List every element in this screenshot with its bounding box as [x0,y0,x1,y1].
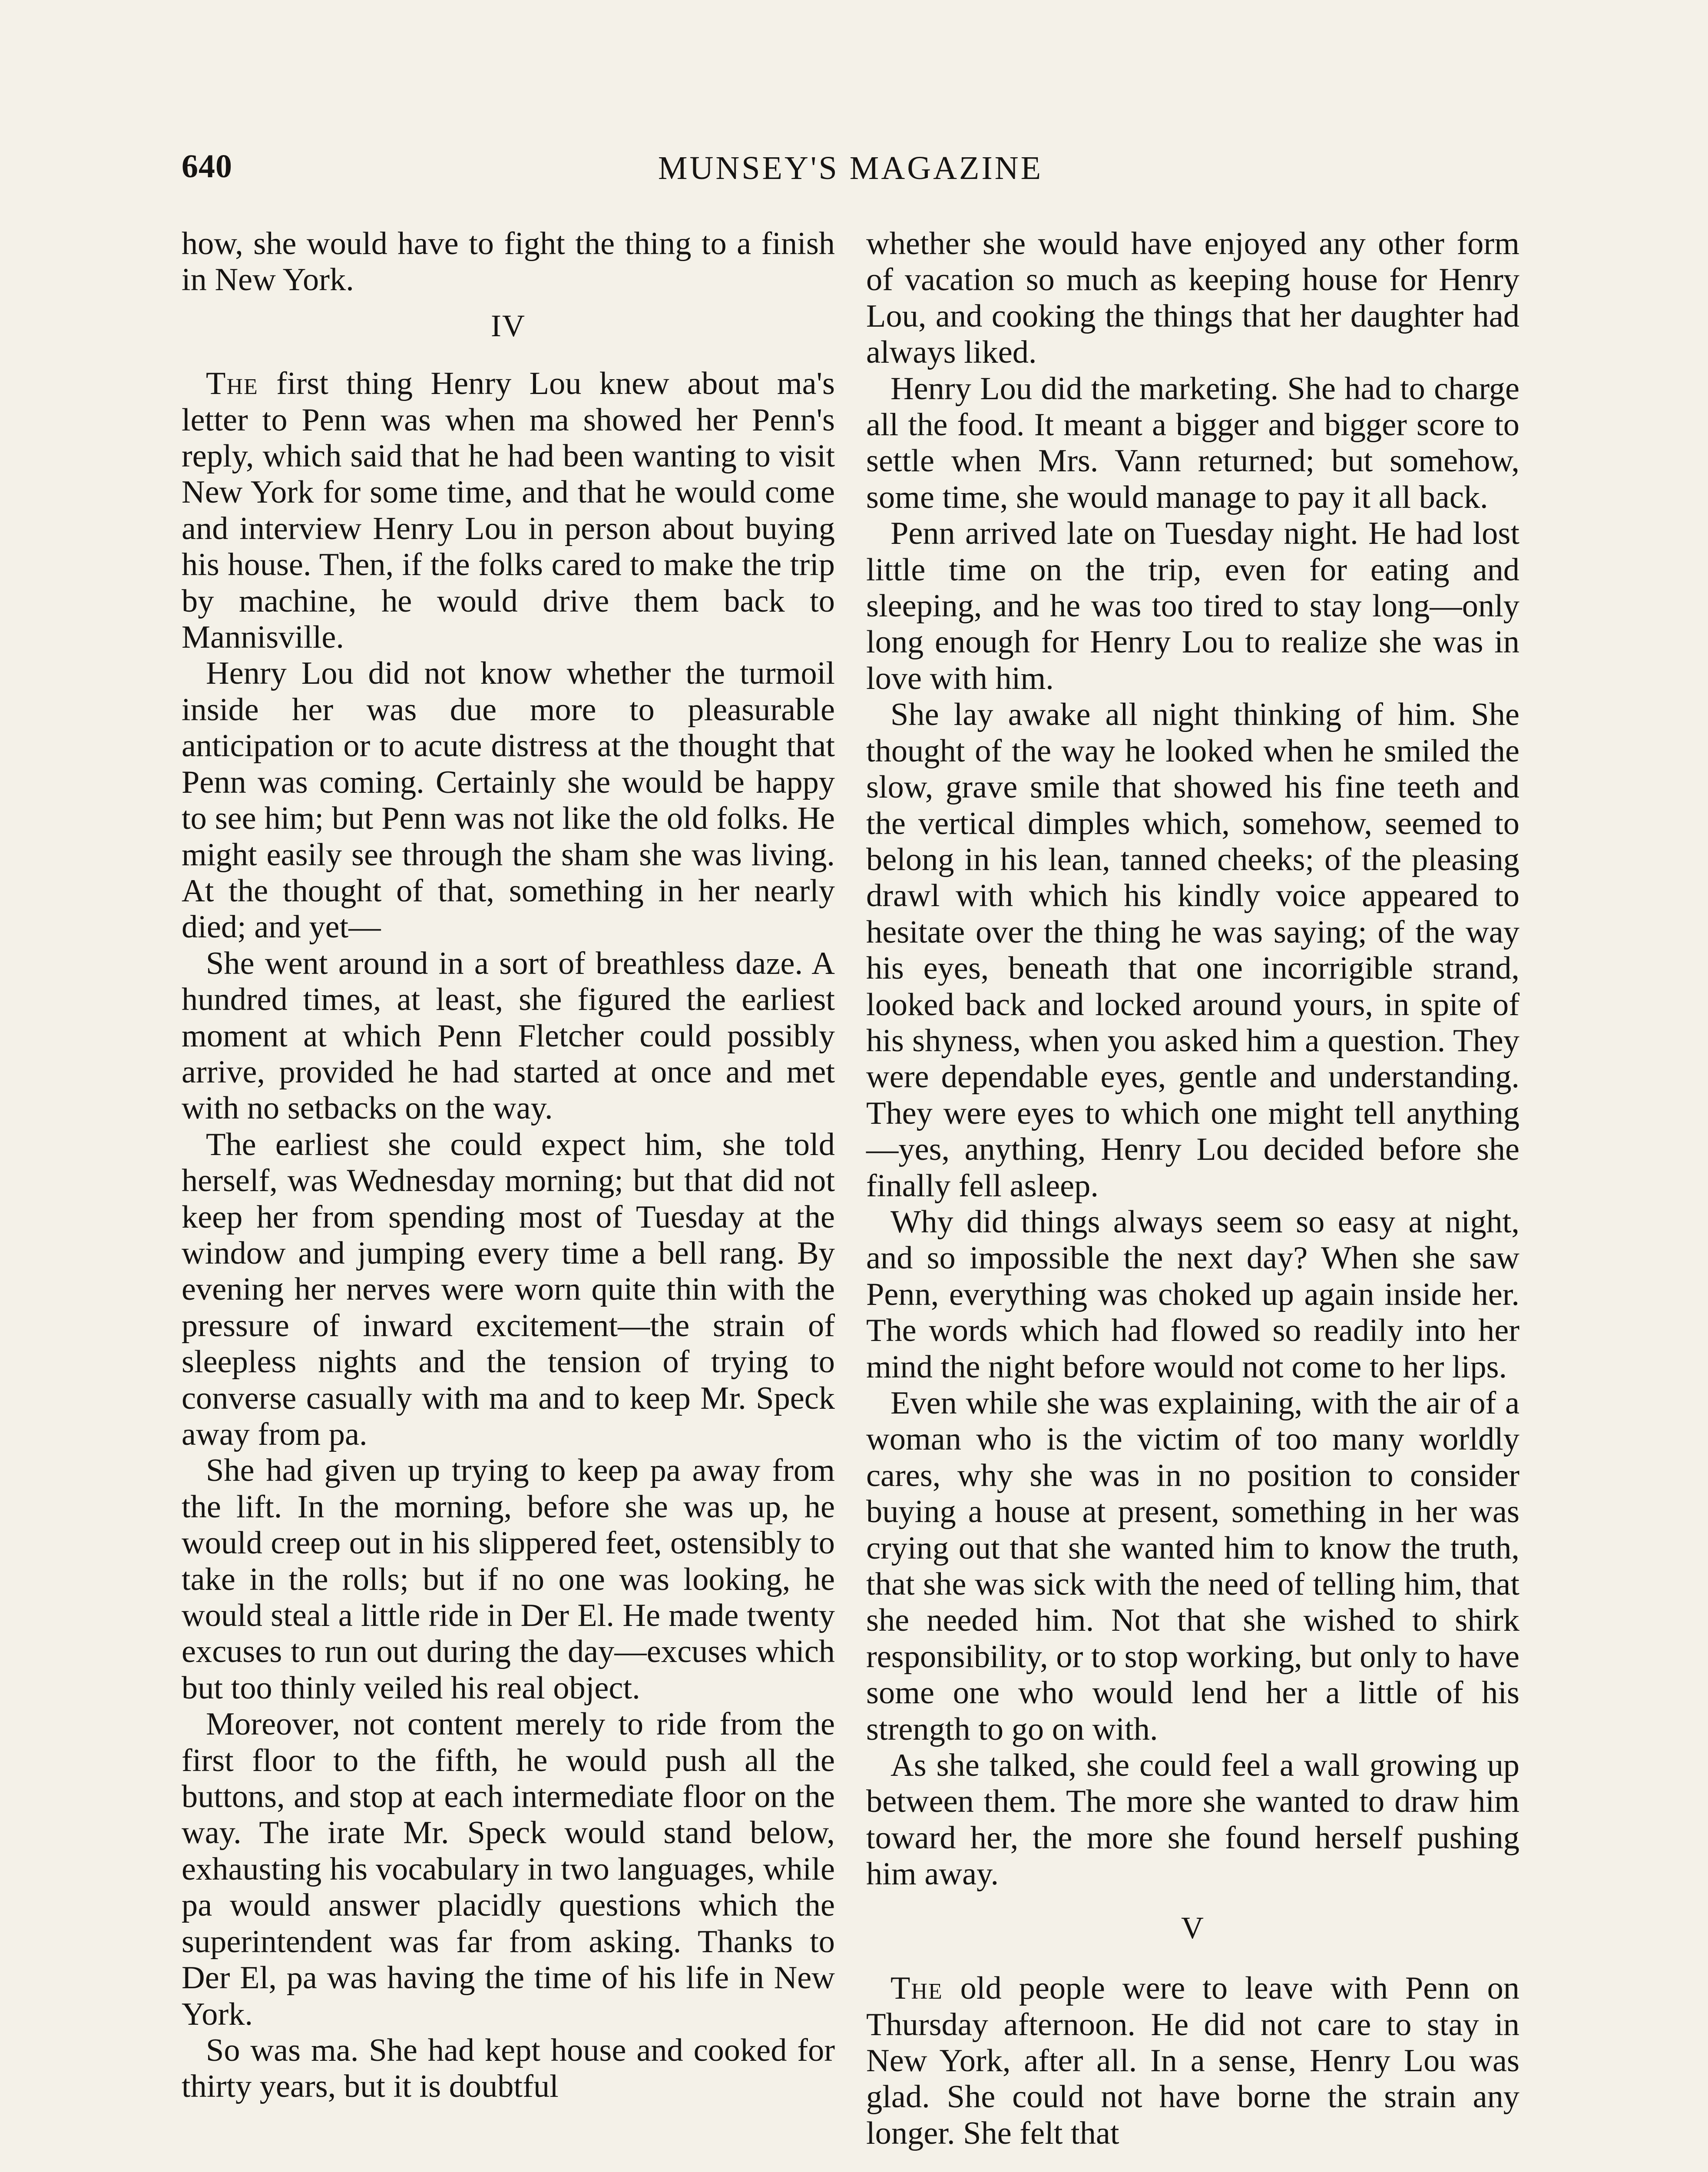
section-heading-iv: IV [491,308,526,343]
paragraph: whether she would have enjoyed any other form of vacation so much as keeping house for Henry Lou, and cooking the things that her daughter had always liked. [866,226,1519,371]
paragraph: As she talked, she could feel a wall growing up between them. The more she wanted to draw him toward her, the more she found herself pushing him away. [866,1748,1519,1892]
right-column [866,226,1519,2152]
paragraph: Even while she was explaining, with the air of a woman who is the victim of too many worldly cares, why she was in no position to consider buying a house at present, something in her was crying out that she wanted him to know the truth, that she was sick with the need of telling him, that she needed him. Not that she wished to shirk responsibility, or to stop working, but only to have some one who would lend her a little of his strength to go on with. [866,1385,1519,1747]
paragraph-text: old people were to leave with Penn on Thursday afternoon. He did not care to stay in New York, after all. In a sense, Henry Lou was glad. She could not have borne the strain any longer. She felt that [866,1970,1519,2151]
paragraph [866,1970,1519,2152]
page-number: 640 [182,148,232,185]
paragraph: how, she would have to fight the thing to a finish in New York. [182,226,835,298]
paragraph: The earliest she could expect him, she told herself, was Wednesday morning; but that did not keep her from spending most of Tuesday at the window and jumping every time a bell rang. By evening her nerves were worn quite thin with the pressure of inward excitement—the strain of sleepless nights and the tension of trying to converse casually with ma and to keep Mr. Speck away from pa. [182,1126,835,1452]
section-heading-v: V [1181,1910,1205,1945]
left-column [182,226,835,2105]
paragraph: So was ma. She had kept house and cooked for thirty years, but it is doubtful [182,2032,835,2105]
paragraph: She went around in a sort of breathless daze. A hundred times, at least, she figured the earliest moment at which Penn Fletcher could possibly arrive, provided he had started at once and met with no setbacks on the way. [182,945,835,1126]
paragraph: Henry Lou did not know whether the turmoil inside her was due more to pleasurable anticipation or to acute distress at the thought that Penn was coming. Certainly she would be happy to see him; but Penn was not like the old folks. He might easily see through the sham she was living. At the thought of that, something in her nearly died; and yet— [182,656,835,945]
lead-word: The [890,1970,943,2006]
running-title: MUNSEY'S MAGAZINE [658,150,1043,186]
page-header [182,148,1519,195]
paragraph: She had given up trying to keep pa away from the lift. In the morning, before she was up, he would creep out in his slippered feet, ostensibly to take in the rolls; but if no one was looking, he would steal a little ride in Der El. He made twenty excuses to run out during the day—excuses which but too thinly veiled his real object. [182,1453,835,1706]
paragraph: Penn arrived late on Tuesday night. He had lost little time on the trip, even for eating and sleeping, and he was too tired to stay long—only long enough for Henry Lou to realize she was in love with him. [866,516,1519,696]
paragraph: Moreover, not content merely to ride from the first floor to the fifth, he would push all the buttons, and stop at each intermediate floor on the way. The irate Mr. Speck would stand below, exhausting his vocabulary in two languages, while pa would answer placidly questions which the superintendent was far from asking. Thanks to Der El, pa was having the time of his life in New York. [182,1706,835,2032]
paragraph-text: first thing Henry Lou knew about ma's letter to Penn was when ma showed her Penn's reply, which said that he had been wanting to visit New York for some time, and that he would come and interview Henry Lou in person about buying his house. Then, if the folks cared to make the trip by machine, he would drive them back to Mannisville. [182,366,835,656]
paragraph: Henry Lou did the marketing. She had to charge all the food. It meant a bigger and bigger score to settle when Mrs. Vann returned; but somehow, some time, she would manage to pay it all back. [866,371,1519,515]
lead-word: The [206,366,258,402]
paragraph: Why did things always seem so easy at night, and so impossible the next day? When she saw Penn, everything was choked up again inside her. The words which had flowed so readily into her mind the night before would not come to her lips. [866,1204,1519,1385]
paragraph: She lay awake all night thinking of him. She thought of the way he looked when he smiled the slow, grave smile that showed his fine teeth and the vertical dimples which, somehow, seemed to belong in his lean, tanned cheeks; of the pleasing drawl with which his kindly voice appeared to hesitate over the thing he was saying; of the way his eyes, beneath that one incorrigible strand, looked back and locked around yours, in spite of his shyness, when you asked him a question. They were dependable eyes, gentle and understanding. They were eyes to which one might tell anything —yes, anything, Henry Lou decided before she finally fell asleep. [866,697,1519,1204]
paragraph [182,366,835,656]
